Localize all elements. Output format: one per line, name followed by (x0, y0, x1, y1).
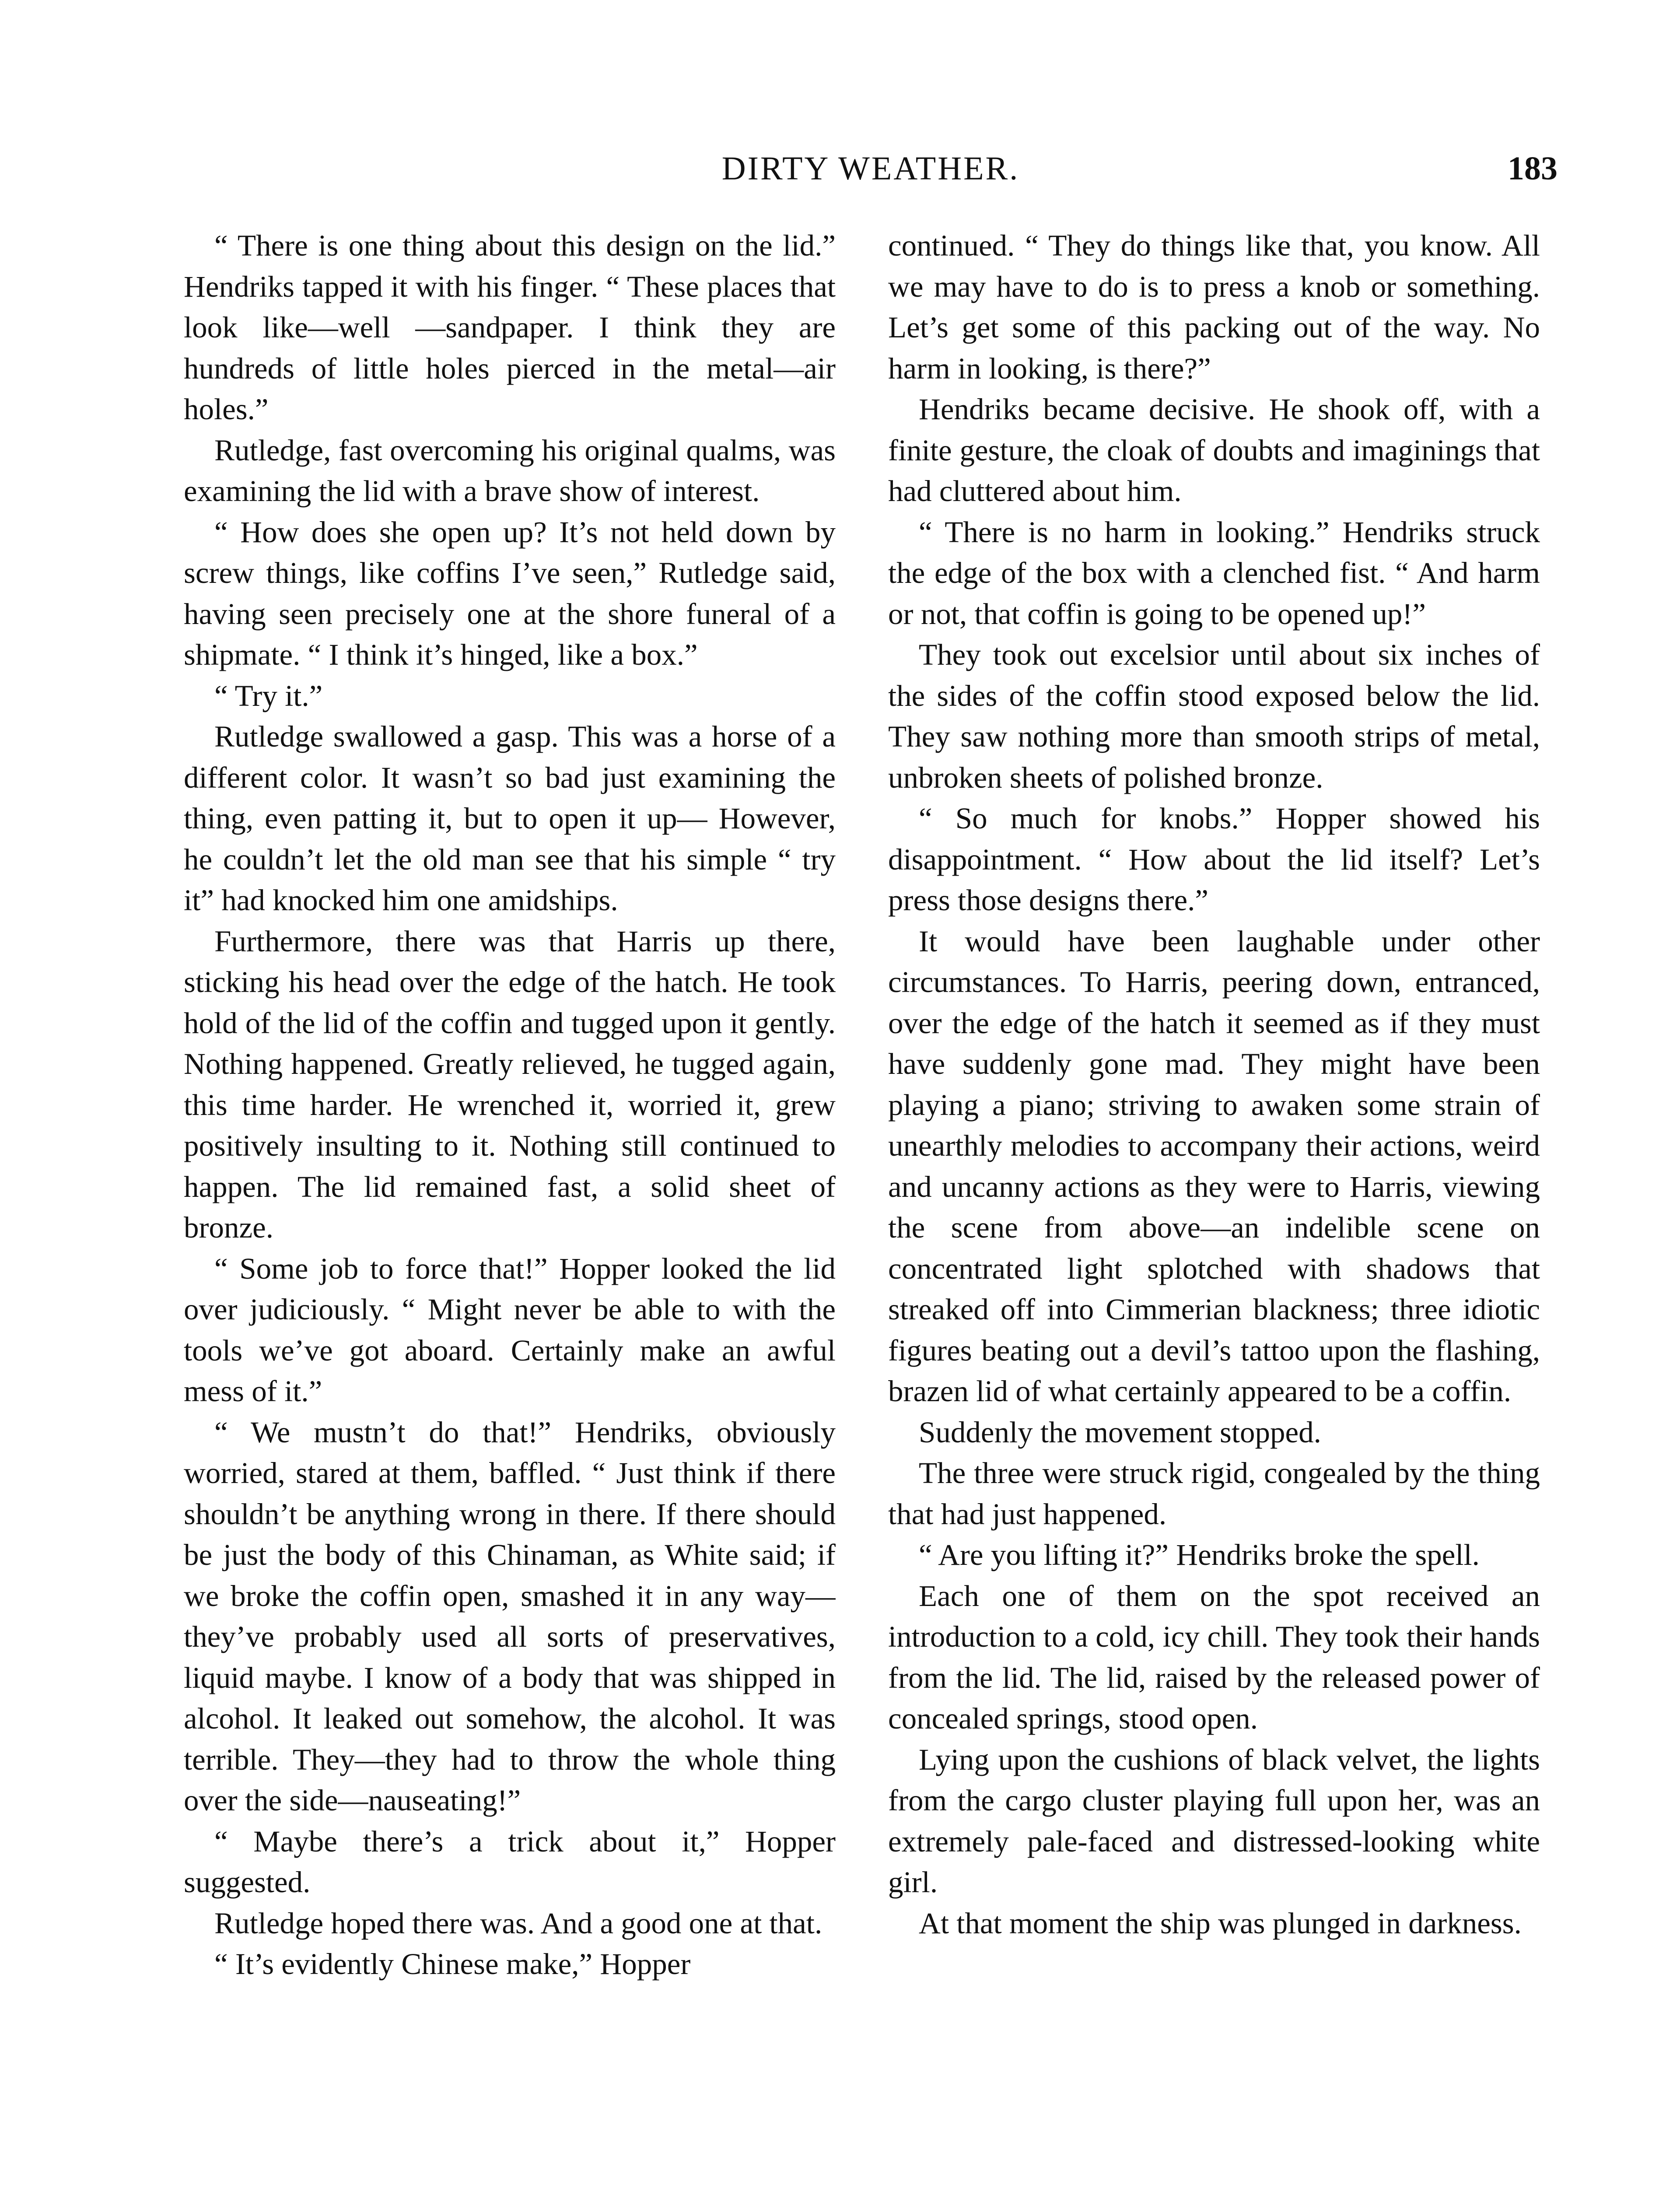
paragraph: “ Are you lifting it?” Hendriks broke the spell. (919, 1538, 1480, 1571)
paragraph: It would have been laughable under other circumstances. To Harris, peering down, entranced, over the edge of the hatch it seemed as if they must have suddenly gone mad. They might have been playing a piano; striving to awaken some strain of unearthly melodies to accompany their actions, weird and uncanny actions as they were to Harris, viewing the scene from above—an indelible scene on concentrated light splotched with shadows that streaked off into Cimmerian blackness; three idiotic figures beating out a devil’s tattoo upon the flashing, brazen lid of what certainly appeared to be a coffin. (888, 924, 1540, 1408)
paragraph: “ There is no harm in looking.” Hendriks struck the edge of the box with a clenched fist. “ And harm or not, that coffin is going to be opened up!” (888, 515, 1540, 631)
paragraph: “ How does she open up? It’s not held down by screw things, like coffins I’ve seen,” Rutledge said, having seen precisely one at the shore funeral of a shipmate. “ I think it’s hinged, like a box.” (184, 515, 836, 671)
paragraph: Rutledge, fast overcoming his original qualms, was examining the lid with a brave show of interest. (184, 433, 836, 508)
paragraph: Rutledge swallowed a gasp. This was a horse of a different color. It wasn’t so bad just examining the thing, even patting it, but to open it up— However, he couldn’t let the old man see that his simple “ try it” had knocked him one amidships. (184, 720, 836, 917)
paragraph: Rutledge hoped there was. And a good one at that. (214, 1906, 822, 1940)
right-column (888, 225, 1540, 2188)
paragraph: At that moment the ship was plunged in darkness. (919, 1906, 1522, 1940)
paragraph: Each one of them on the spot received an introduction to a cold, icy chill. They took their hands from the lid. The lid, raised by the released power of concealed springs, stood open. (888, 1579, 1540, 1735)
paragraph: Lying upon the cushions of black velvet, the lights from the cargo cluster playing full upon her, was an extremely pale-faced and distressed-looking white girl. (888, 1743, 1540, 1899)
paragraph: Furthermore, there was that Harris up there, sticking his head over the edge of the hatch. He took hold of the lid of the coffin and tugged upon it gently. Nothing happened. Greatly relieved, he tugged again, this time harder. He wrenched it, worried it, grew positively insulting to it. Nothing still continued to happen. The lid remained fast, a solid sheet of bronze. (184, 924, 836, 1244)
paragraph: “ Try it.” (214, 679, 323, 712)
text-columns (184, 225, 1540, 2188)
paragraph: The three were struck rigid, congealed by the thing that had just happened. (888, 1456, 1540, 1531)
paragraph: “ There is one thing about this design on the lid.” Hendriks tapped it with his finger. “ These places that look like—well —sandpaper. I think they are hundreds of little holes pierced in the metal—air holes.” (184, 229, 836, 426)
paragraph: continued. “ They do things like that, you know. All we may have to do is to press a knob or something. Let’s get some of this packing out of the way. No harm in looking, is there?” (888, 229, 1540, 385)
paragraph: “ Some job to force that!” Hopper looked the lid over judiciously. “ Might never be able to with the tools we’ve got aboard. Certainly make an awful mess of it.” (184, 1252, 836, 1408)
running-head (184, 144, 1558, 193)
page-number: 183 (1508, 150, 1558, 187)
paragraph: Suddenly the movement stopped. (919, 1415, 1321, 1449)
left-column (184, 225, 836, 2188)
paragraph: They took out excelsior until about six inches of the sides of the coffin stood exposed below the lid. They saw nothing more than smooth strips of metal, unbroken sheets of polished bronze. (888, 638, 1540, 794)
paragraph: “ Maybe there’s a trick about it,” Hopper suggested. (184, 1824, 836, 1899)
running-title: DIRTY WEATHER. (721, 150, 1020, 187)
paragraph: “ So much for knobs.” Hopper showed his disappointment. “ How about the lid itself? Let’s press those designs there.” (888, 802, 1540, 917)
paragraph: “ We mustn’t do that!” Hendriks, obviously worried, stared at them, baffled. “ Just think if there shouldn’t be anything wrong in there. If there should be just the body of this Chinaman, as White said; if we broke the coffin open, smashed it in any way—they’ve probably used all sorts of preservatives, liquid maybe. I know of a body that was shipped in alcohol. It leaked out somehow, the alcohol. It was terrible. They—they had to throw the whole thing over the side—nauseating!” (184, 1415, 836, 1817)
paragraph: “ It’s evidently Chinese make,” Hopper (214, 1947, 691, 1981)
paragraph: Hendriks became decisive. He shook off, with a finite gesture, the cloak of doubts and imaginings that had cluttered about him. (888, 393, 1540, 508)
